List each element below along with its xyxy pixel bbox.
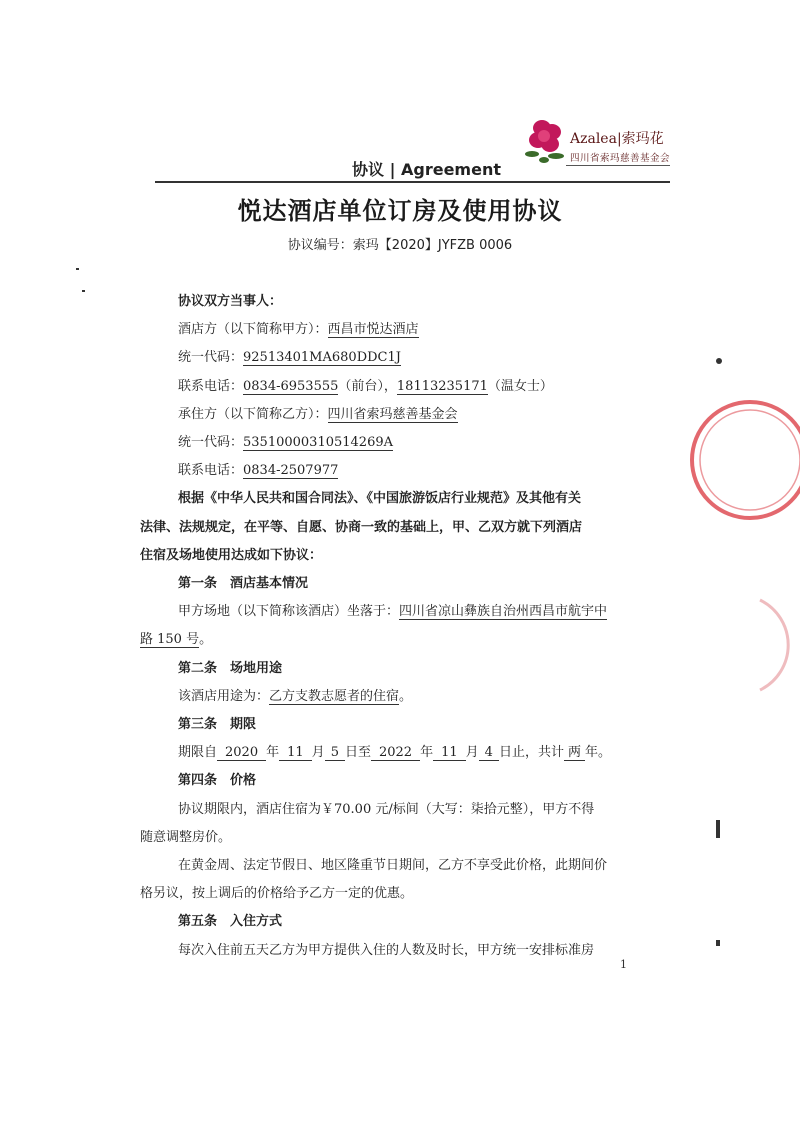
preamble-line-2: 法律、法规规定，在平等、自愿、协商一致的基础上，甲、乙双方就下列酒店 — [140, 519, 583, 535]
tenant-phone-label: 联系电话： — [178, 463, 244, 479]
term-p8: 年。 — [584, 745, 611, 761]
hotel-name: 西昌市悦达酒店 — [327, 322, 419, 338]
article-4-heading: 第四条 价格 — [178, 773, 257, 789]
tenant-code-label: 统一代码： — [178, 435, 244, 451]
article-2-heading: 第二条 场地用途 — [178, 660, 283, 676]
hotel-phone-line — [178, 373, 648, 401]
hotel-phone-2: 18113235171 — [396, 378, 488, 394]
hotel-label: 酒店方（以下简称甲方）： — [178, 322, 328, 338]
hotel-phone-2-note: （温女士） — [487, 378, 553, 394]
hotel-address-2: 路 150 号 — [140, 632, 200, 648]
tenant-name: 四川省索玛慈善基金会 — [327, 406, 458, 422]
document-title: 悦达酒店单位订房及使用协议 — [237, 197, 563, 225]
hotel-phone-1-note: （前台）， — [338, 378, 397, 394]
tenant-phone-line — [178, 457, 648, 485]
term-years: 两 — [564, 745, 585, 761]
article-1-prefix: 甲方场地（以下简称该酒店）坐落于： — [178, 604, 400, 620]
article-4-line-1: 协议期限内，酒店住宿为￥70.00 元/标间（大写：柒拾元整），甲方不得 — [178, 801, 595, 817]
parties-heading: 协议双方当事人： — [178, 294, 283, 309]
start-month: 11 — [279, 745, 312, 761]
logo-brand-text: Azalea|索玛花 — [570, 131, 664, 147]
term-p4: 日至 — [344, 745, 371, 761]
hotel-party-line — [178, 316, 648, 344]
article-4-line-3: 在黄金周、法定节假日、地区隆重节日期间，乙方不享受此价格，此期间价 — [178, 858, 608, 874]
term-p6: 月 — [465, 745, 479, 761]
term-p1: 期限自 — [178, 745, 218, 761]
article-2-end: 。 — [399, 688, 413, 704]
hotel-code-label: 统一代码： — [178, 350, 244, 366]
start-day: 5 — [325, 745, 345, 761]
document-body — [140, 288, 648, 965]
article-1-heading: 第一条 酒店基本情况 — [178, 576, 309, 592]
official-seal-stamp — [672, 390, 800, 530]
end-year: 2022 — [371, 745, 420, 761]
header-divider-short — [566, 165, 670, 166]
term-p7: 日止，共计 — [498, 745, 564, 761]
article-4-line-2: 随意调整房价。 — [140, 829, 232, 845]
term-p2: 年 — [266, 745, 280, 761]
article-1-text — [178, 598, 648, 626]
tenant-label: 承住方（以下简称乙方）： — [178, 406, 328, 422]
term-p5: 年 — [420, 745, 434, 761]
hotel-phone-label: 联系电话： — [178, 378, 244, 394]
article-1-text-cont — [140, 626, 648, 654]
tenant-code: 53510000310514269A — [243, 435, 394, 451]
usage-purpose: 乙方支教志愿者的住宿 — [269, 688, 400, 704]
scan-mark — [76, 268, 79, 270]
article-2-text — [178, 683, 648, 711]
end-month: 11 — [433, 745, 466, 761]
article-5-heading: 第五条 入住方式 — [178, 914, 283, 930]
scan-mark — [716, 820, 720, 838]
article-1-end: 。 — [199, 632, 213, 648]
article-2-prefix: 该酒店用途为： — [178, 688, 270, 704]
article-4-line-4: 格另议，按上调后的价格给予乙方一定的优惠。 — [140, 886, 414, 902]
azalea-flower-icon — [524, 112, 570, 168]
hotel-address-1: 四川省凉山彝族自治州西昌市航宇中 — [399, 604, 608, 620]
foundation-logo — [524, 112, 674, 168]
scan-mark — [716, 940, 720, 946]
scan-mark — [716, 358, 722, 364]
agreement-label: 协议 | Agreement — [352, 160, 501, 179]
tenant-phone: 0834-2507977 — [243, 463, 339, 479]
article-3-text — [178, 739, 648, 767]
scan-mark — [82, 290, 85, 292]
article-3-heading: 第三条 期限 — [178, 717, 257, 733]
term-p3: 月 — [311, 745, 325, 761]
preamble-line-1: 根据《中华人民共和国合同法》、《中国旅游饭店行业规范》及其他有关 — [178, 491, 582, 507]
hotel-code: 92513401MA680DDC1J — [243, 350, 401, 366]
logo-org-text: 四川省索玛慈善基金会 — [570, 153, 671, 164]
start-year: 2020 — [217, 745, 266, 761]
header-divider — [155, 181, 670, 183]
end-day: 4 — [479, 745, 499, 761]
page-number: 1 — [620, 958, 627, 971]
document-number: 协议编号：索玛【2020】JYFZB 0006 — [287, 238, 513, 253]
hotel-code-line — [178, 344, 648, 372]
preamble-line-3: 住宿及场地使用达成如下协议： — [140, 547, 323, 563]
hotel-phone-1: 0834-6953555 — [243, 378, 339, 394]
article-5-line-1: 每次入住前五天乙方为甲方提供入住的人数及时长，甲方统一安排标准房 — [178, 942, 595, 958]
tenant-code-line — [178, 429, 648, 457]
seal-fragment-icon — [700, 590, 800, 700]
tenant-party-line — [178, 401, 648, 429]
